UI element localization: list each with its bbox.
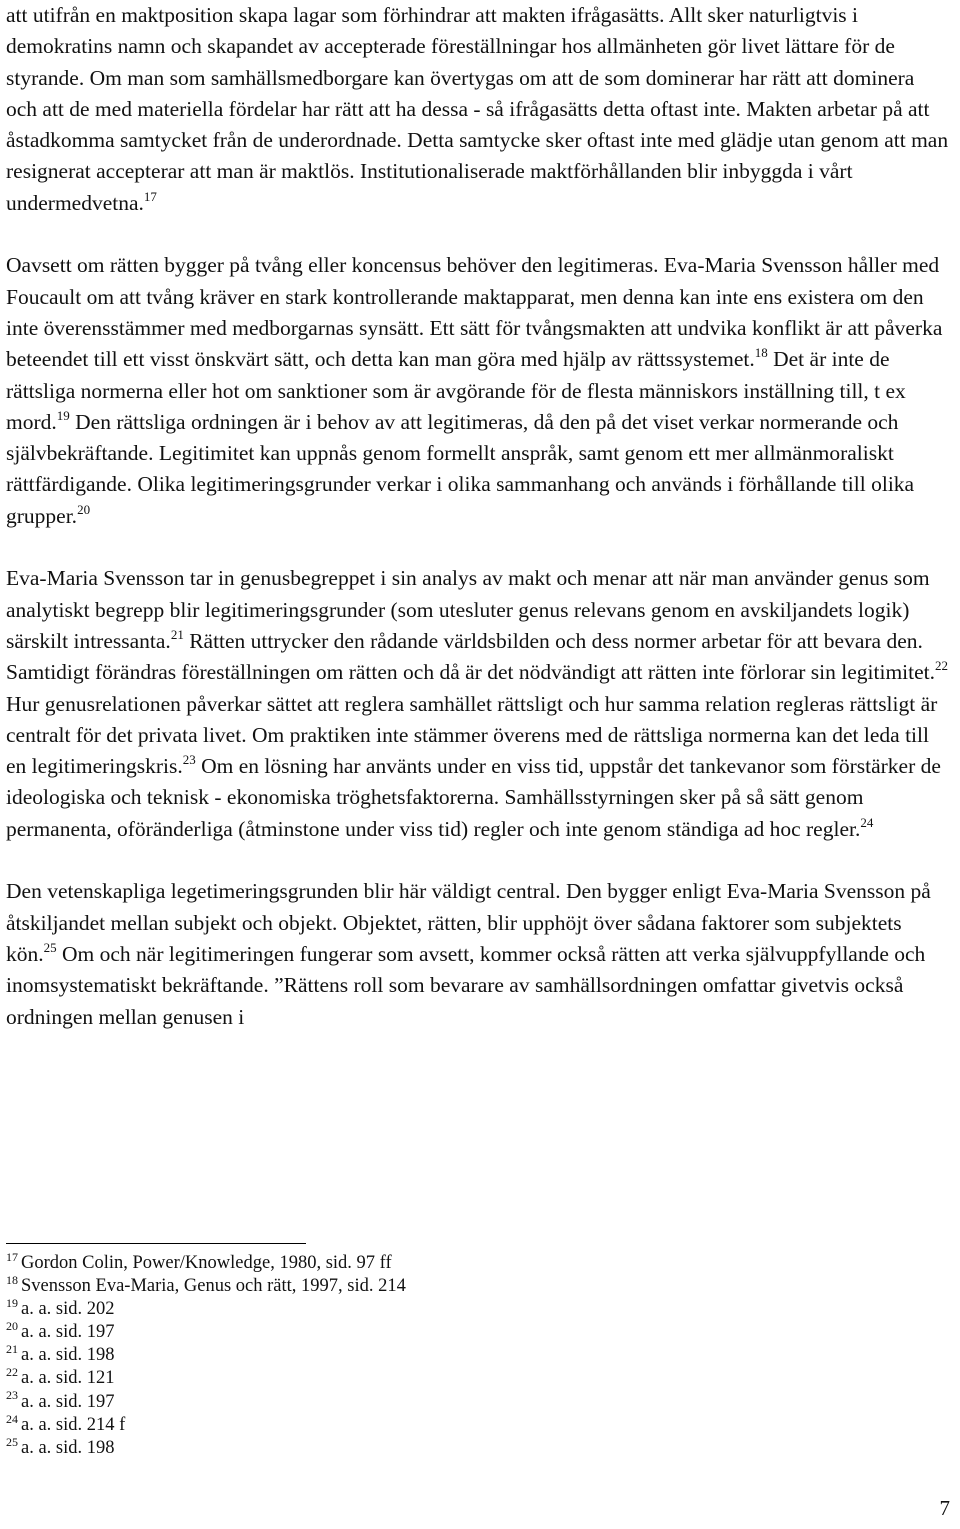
paragraph — [6, 0, 950, 219]
footnote-text: a. a. sid. 198 — [21, 1345, 115, 1366]
footnote-reference: 23 — [182, 751, 196, 767]
paragraph-text: att utifrån en maktposition skapa lagar som förhindrar att makten ifrågasätts. Allt sker naturligtvis i demokratins namn och skapandet av accepterade föreställningar hos allmänheten gör livet lättare för de styrande. Om man som samhällsmedborgare kan övertygas om att de som dominerar har rätt att dominera och att de med materiella fördelar har rätt att ha dessa - så ifrågasätts detta oftast inte. Makten arbetar på att åstadkomma samtycket från de underordnade. Detta samtycke sker oftast inte med glädje utan genom att man resignerat accepterar att man är maktlös. Institutionaliserade maktförhållanden blir inbyggda i vårt undermedvetna. — [6, 3, 949, 215]
footnote-number: 24 — [6, 1411, 18, 1426]
paragraph-text: Om och när legitimeringen fungerar som avsett, kommer också rätten att verka självuppfyllande och inomsystematiskt bekräftande. ”Rättens roll som bevarare av samhällsordningen omfattar givetvis också ordningen mellan genusen i — [6, 941, 926, 1029]
footnote-reference: 19 — [56, 407, 70, 423]
paragraph-text: Hur genusrelationen påverkar sättet att reglera samhället rättsligt och hur samma relation regleras rättsligt är centralt för det privata livet. Om praktiken inte stämmer överens med de rättsliga normerna kan det leda till en legitimeringskris. — [6, 691, 938, 779]
footnote-text: a. a. sid. 121 — [21, 1368, 115, 1389]
footnote-number: 20 — [6, 1319, 18, 1334]
paragraph-text: Oavsett om rätten bygger på tvång eller koncensus behöver den legitimeras. Eva-Maria Svensson håller med Foucault om att tvång kräver en stark kontrollerande maktapparat, men denna kan inte ens existera om den inte överensstämmer med medborgarnas synsätt. Ett sätt för tvångsmakten att undvika konflikt är att påverka beteendet till ett visst önskvärt sätt, och detta kan man göra med hjälp av rättssystemet. — [6, 253, 943, 372]
footnote-number: 19 — [6, 1296, 18, 1311]
footnote-separator — [6, 1243, 306, 1244]
paragraph — [6, 876, 950, 1032]
footnote-number: 17 — [6, 1249, 18, 1264]
paragraph-gap — [6, 532, 950, 563]
footnote-text: Gordon Colin, Power/Knowledge, 1980, sid. 97 ff — [21, 1253, 392, 1273]
footnote — [6, 1321, 406, 1344]
footnote — [6, 1272, 406, 1298]
paragraph — [6, 563, 950, 845]
paragraph-container — [6, 0, 950, 1033]
footnote-reference: 21 — [170, 626, 184, 642]
footnote-number: 18 — [6, 1272, 18, 1287]
paragraph-text: Rätten uttrycker den rådande världsbilden och dess normer arbetar för att bevara den. Samtidigt förändras föreställningen om rätten och då är det nödvändigt att rätten inte förlorar sin legitimitet. — [6, 628, 936, 685]
paragraph-text: Om en lösning har använts under en viss tid, uppstår det tankevanor som förstärker de ideologiska och teknisk - ekonomiska tröghetsfaktorerna. Samhällsstyrningen sker på så sätt genom permanenta, oföränderliga (åtminstone under viss tid) regler och inte genom ständiga ad hoc regler. — [6, 754, 941, 841]
paragraph-text: Den rättsliga ordningen är i behov av att legitimeras, då den på det viset verkar normerande och självbekräftande. Legitimitet kan uppnås genom formellt anspråk, samt genom ett mer allmänmoraliskt rättfärdigande. Olika legitimeringsgrunder verkar i olika sammanhang och används i förhållande till olika grupper. — [6, 409, 915, 528]
footnote-reference: 17 — [143, 188, 157, 204]
footnote-number: 22 — [6, 1365, 18, 1380]
footnote-reference: 22 — [935, 658, 949, 674]
footnote-reference: 18 — [754, 345, 768, 361]
footnote-text: a. a. sid. 197 — [21, 1322, 115, 1343]
footnote-text: a. a. sid. 214 f — [21, 1414, 126, 1435]
footnote-list — [6, 1249, 406, 1460]
footnote-text: a. a. sid. 202 — [21, 1299, 115, 1320]
paragraph-gap — [6, 845, 950, 876]
footnote-number: 25 — [6, 1434, 18, 1449]
paragraph — [6, 250, 950, 532]
paragraph-text: Eva-Maria Svensson tar in genusbegreppet i sin analys av makt och menar att när man använder genus som analytiskt begrepp blir legitimeringsgrunder (som utesluter genus relevans genom en avskiljandets logik) särskilt intressanta. — [6, 566, 930, 653]
page-number: 7 — [939, 1496, 950, 1520]
footnote-text: a. a. sid. 198 — [21, 1437, 115, 1458]
footnote — [6, 1388, 406, 1414]
footnote-text: Svensson Eva-Maria, Genus och rätt, 1997, sid. 214 — [21, 1276, 406, 1297]
footnote-text: a. a. sid. 197 — [21, 1391, 115, 1412]
paragraph-gap — [6, 219, 950, 250]
footnote — [6, 1249, 406, 1275]
footnote — [6, 1411, 406, 1437]
footnote-number: 23 — [6, 1388, 18, 1403]
footnote — [6, 1344, 406, 1367]
paragraph-text: Det är inte de rättsliga normerna eller hot om sanktioner som är avgörande för de flesta människors inställning till, t ex mord. — [6, 347, 906, 434]
footnote — [6, 1298, 406, 1321]
footnote-reference: 24 — [860, 814, 874, 830]
document-body — [6, 0, 950, 1033]
footnote — [6, 1367, 406, 1390]
footnote-number: 21 — [6, 1342, 18, 1357]
paragraph-text: Den vetenskapliga legetimeringsgrunden blir här väldigt central. Den bygger enligt Eva-Maria Svensson på åtskiljandet mellan subjekt och objekt. Objektet, rätten, blir upphöjt över sådana faktorer som subjektets kön. — [6, 879, 931, 966]
footnote-reference: 20 — [77, 501, 91, 517]
footnote — [6, 1434, 406, 1460]
footnote-reference: 25 — [43, 939, 57, 955]
